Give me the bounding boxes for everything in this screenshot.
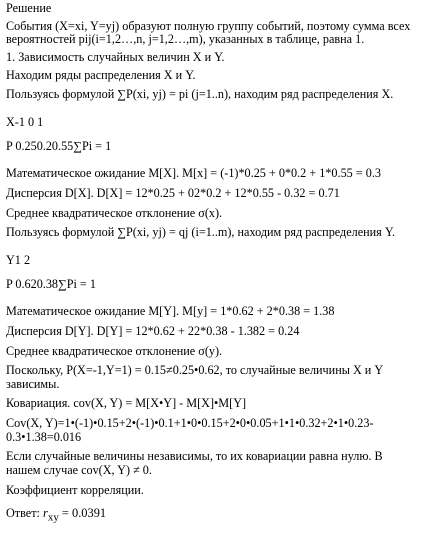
covariance-calculation: Cov(X, Y)=1•(-1)•0.15+2•(-1)•0.1+1•0•0.15+2•0•0.05+1•1•0.32+2•1•0.23-0.3•1.38=0.016 <box>6 416 374 444</box>
find-distribution-text: Находим ряды распределения X и Y. <box>6 68 196 82</box>
correlation-symbol: r <box>42 507 48 521</box>
table-y-probabilities: P 0.620.38∑Pi = 1 <box>6 277 96 291</box>
solution-title: Решение <box>6 2 52 15</box>
std-deviation-x: Среднее квадратическое отклонение σ(x). <box>6 206 223 220</box>
variance-x: Дисперсия D[X]. D[X] = 12*0.25 + 02*0.2 + 12*0.55 - 0.32 = 0.71 <box>6 186 340 200</box>
intro-paragraph: События (X=xi, Y=yj) образуют полную группу событий, поэтому сумма всех вероятностей pij(i=1,2…,n, j=1,2…,m), указанных в таблице, равна 1. <box>6 18 411 47</box>
correlation-subscript: xy <box>47 511 59 524</box>
covariance-definition: Ковариация. cov(X, Y) = M[X•Y] - M[X]•M[Y] <box>6 397 247 411</box>
independence-note: Если случайные величины независимы, то их ковариации равна нулю. В нашем случае cov(X, Y) ≠ 0. <box>6 449 383 478</box>
expectation-x: Математическое ожидание M[X]. M[x] = (-1)*0.25 + 0*0.2 + 1*0.55 = 0.3 <box>6 167 381 181</box>
std-deviation-y: Среднее квадратическое отклонение σ(y). <box>6 344 223 358</box>
table-x-values: X-1 0 1 <box>6 115 44 129</box>
formula-y-text: Пользуясь формулой ∑P(xi, yj) = qj (i=1..m), находим ряд распределения Y. <box>6 225 396 240</box>
correlation-value: = 0.0391 <box>61 507 107 521</box>
answer-label: Ответ: <box>6 507 40 521</box>
correlation-formula <box>42 507 107 524</box>
section-dependence-heading: 1. Зависимость случайных величин X и Y. <box>6 50 225 64</box>
expectation-y: Математическое ожидание M[Y]. M[y] = 1*0.62 + 2*0.38 = 1.38 <box>6 305 335 319</box>
dependence-conclusion: Поскольку, P(X=-1,Y=1) = 0.15≠0.25•0.62, то случайные величины X и Y зависимы. <box>6 363 383 391</box>
table-y-values: Y1 2 <box>6 253 31 267</box>
formula-x-text: Пользуясь формулой ∑P(xi, yj) = pi (j=1..n), находим ряд распределения X. <box>6 88 394 102</box>
answer-line <box>6 507 420 524</box>
variance-y: Дисперсия D[Y]. D[Y] = 12*0.62 + 22*0.38 - 1.382 = 0.24 <box>6 324 300 338</box>
table-x-probabilities: P 0.250.20.55∑Pi = 1 <box>6 139 112 153</box>
correlation-heading: Коэффициент корреляции. <box>6 483 144 497</box>
